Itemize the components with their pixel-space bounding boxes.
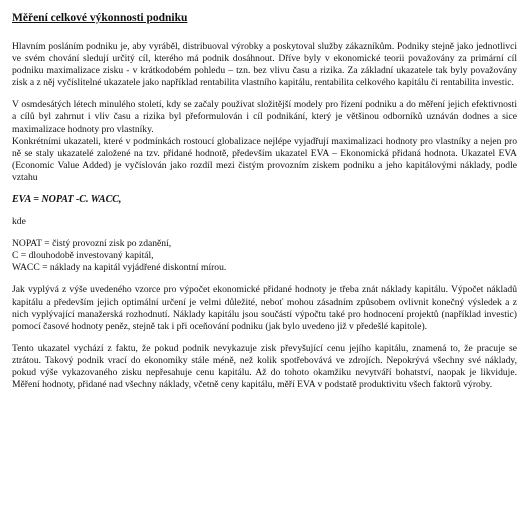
- spacer: [12, 184, 517, 194]
- kde-label: kde: [12, 216, 26, 228]
- definition-c: C = dlouhodobě investovaný kapitál,: [12, 250, 154, 262]
- spacer: [12, 228, 517, 238]
- spacer: [12, 274, 517, 284]
- spacer: [12, 333, 517, 343]
- spacer: [12, 89, 517, 99]
- paragraph-eighties: V osmdesátých létech minulého století, kdy se začaly používat složitější modely pro řízení podniku a do měření jejich efektivnosti a cílů byl zahrnut i vliv času a rizika byl přeformulován i cíl podnikání, který je většinou odborníků uznáván dodnes a sice maximalizace hodnoty pro vlastníky.: [12, 99, 517, 135]
- paragraph-eva-definition: Konkrétními ukazateli, které v podmínkách rostoucí globalizace nejlépe vyjadřují maximalizaci hodnoty pro vlastníky a nejen pro ně se staly ukazatelé založené na tzv. přidané hodnotě, především ukazatel EVA – Ekonomická přidaná hodnota. Ukazatel EVA (Economic Value Added) je vyčíslován jako rozdíl mezi čistým provozním ziskem podniku a jeho kapitálovými náklady, podle vztahu: [12, 135, 517, 183]
- paragraph-cost-of-capital: Jak vyplývá z výše uvedeného vzorce pro výpočet ekonomické přidané hodnoty je třeba znát náklady kapitálu. Výpočet nákladů kapitálu a především jejich optimální určení je velmi důležité, neboť mohou zásadním způsobem ovlivnit konečný výsledek a z nich vyplývající manažerská rozhodnutí. Náklady kapitálu jsou součástí výpočtu také pro hodnocení projektů (například investic) pomocí časové hodnoty peněz, stejně tak i při oceňování podniku (jak bylo uvedeno již v předešlé kapitole).: [12, 284, 517, 332]
- spacer: [12, 206, 517, 216]
- document-page: [12, 11, 517, 391]
- document-title: Měření celkové výkonnosti podniku: [12, 12, 188, 24]
- definition-nopat: NOPAT = čistý provozní zisk po zdanění,: [12, 238, 172, 250]
- eva-formula: EVA = NOPAT -C. WACC,: [12, 194, 122, 206]
- paragraph-conclusion: Tento ukazatel vychází z faktu, že pokud podnik nevykazuje zisk převyšující cenu jejího kapitálu, znamená to, že pracuje se ztrátou. Takový podnik vrací do ekonomiky stále méně, než kolik spotřebovává ve zdrojích. Nepokrývá všechny své náklady, pokud výše vykazovaného zisku nepřesahuje cenu kapitálu. Až do tohoto okamžiku nevytváří bohatství, naopak je likviduje. Měření hodnoty, přidané nad všechny náklady, včetně ceny kapitálu, měří EVA v podstatě produktivitu všech faktorů výroby.: [12, 342, 517, 391]
- paragraph-intro: Hlavním posláním podniku je, aby vyráběl, distribuoval výrobky a poskytoval služby zákazníkům. Podniky stejně jako jednotlivci ve svém chování sledují určitý cíl, kterého má podnik dosáhnout. Dříve byly v ekonomické teorii považovány za primární cíl podniku maximalizace zisku - v krátkodobém pohledu – tzn. bez vlivu času a rizika. Za základní ukazatele tak byly považovány zisk a z něj vyčíslitelné ukazatele jako například rentabilita vlastního kapitálu, rentabilita celkového kapitálu či rentabilita investic.: [12, 41, 517, 89]
- definition-wacc: WACC = náklady na kapitál vyjádřené diskontní mírou.: [12, 262, 227, 274]
